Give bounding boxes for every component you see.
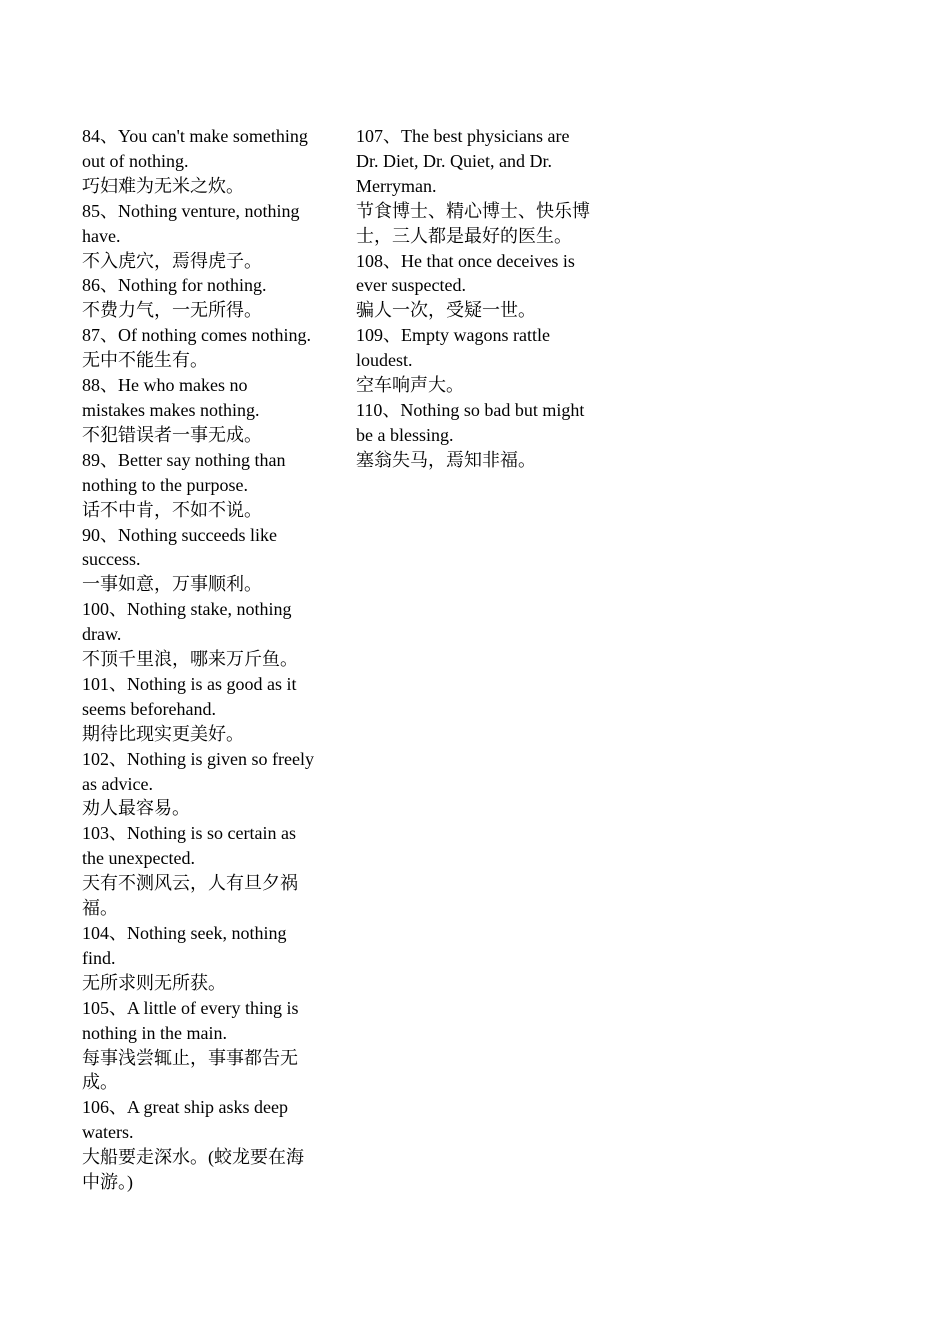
proverb-english-line: success. — [82, 549, 141, 570]
proverb-chinese-line: 节食博士、精心博士、快乐博 — [356, 200, 590, 221]
proverb-english-line: find. — [82, 947, 116, 968]
proverb-english-line: as advice. — [82, 773, 153, 794]
proverb-english-line: 106、A great ship asks deep — [82, 1097, 288, 1118]
right-column — [356, 124, 600, 473]
proverb-entry — [356, 398, 600, 473]
proverb-english-line: have. — [82, 225, 121, 246]
proverb-entry — [356, 323, 600, 398]
proverb-entry — [82, 373, 324, 448]
proverb-english-line: nothing to the purpose. — [82, 474, 248, 495]
proverb-chinese-line: 无中不能生有。 — [82, 350, 208, 371]
proverb-entry — [82, 448, 324, 523]
proverb-english-line: 84、You can't make something — [82, 126, 308, 146]
proverb-english-line: 87、Of nothing comes nothing. — [82, 325, 311, 346]
proverb-chinese-line: 空车响声大。 — [356, 375, 464, 396]
proverb-english-line: 100、Nothing stake, nothing — [82, 599, 292, 620]
proverb-english-line: 103、Nothing is so certain as — [82, 823, 296, 844]
proverb-chinese-line: 骗人一次，受疑一世。 — [356, 300, 536, 321]
proverb-english-line: mistakes makes nothing. — [82, 399, 260, 420]
proverb-english-line: ever suspected. — [356, 275, 466, 296]
proverb-entry — [82, 523, 324, 598]
proverb-chinese-line: 一事如意，万事顺利。 — [82, 574, 262, 595]
proverb-english-line: Dr. Diet, Dr. Quiet, and Dr. — [356, 150, 552, 171]
proverb-english-line: 101、Nothing is as good as it — [82, 673, 297, 694]
proverb-english-line: 85、Nothing venture, nothing — [82, 200, 300, 221]
proverb-entry — [82, 821, 324, 921]
proverb-chinese-line: 无所求则无所获。 — [82, 972, 226, 993]
proverb-english-line: Merryman. — [356, 175, 437, 196]
proverb-entry — [82, 199, 324, 274]
proverb-english-line: 88、He who makes no — [82, 375, 248, 396]
proverb-english-line: draw. — [82, 624, 122, 645]
proverb-english-line: 104、Nothing seek, nothing — [82, 923, 287, 943]
proverb-english-line: the unexpected. — [82, 848, 195, 869]
proverb-english-line: seems beforehand. — [82, 698, 216, 719]
proverb-entry — [82, 672, 324, 747]
proverb-english-line: waters. — [82, 1122, 134, 1143]
proverb-entry — [356, 124, 600, 249]
proverb-chinese-line: 不犯错误者一事无成。 — [82, 424, 262, 445]
proverb-english-line: 102、Nothing is given so freely — [82, 748, 314, 769]
proverb-english-line: 107、The best physicians are — [356, 126, 570, 146]
proverb-chinese-line: 不费力气，一无所得。 — [82, 300, 262, 321]
proverb-english-line: be a blessing. — [356, 424, 454, 445]
proverb-english-line: 108、He that once deceives is — [356, 250, 575, 271]
proverb-entry — [356, 249, 600, 324]
proverb-english-line: out of nothing. — [82, 150, 189, 171]
proverb-entry — [82, 996, 324, 1096]
proverb-english-line: 110、Nothing so bad but might — [356, 399, 585, 420]
proverb-chinese-line: 成。 — [82, 1072, 118, 1093]
proverb-chinese-line: 中游。) — [82, 1172, 133, 1193]
proverb-english-line: loudest. — [356, 350, 413, 371]
proverb-chinese-line: 巧妇难为无米之炊。 — [82, 175, 244, 196]
proverb-entry — [82, 921, 324, 996]
proverb-entry — [82, 323, 324, 373]
proverb-chinese-line: 不入虎穴，焉得虎子。 — [82, 250, 262, 271]
proverb-chinese-line: 不顶千里浪，哪来万斤鱼。 — [82, 649, 298, 670]
proverb-chinese-line: 天有不测风云，人有旦夕祸 — [82, 873, 298, 894]
proverb-entry — [82, 273, 324, 323]
proverb-entry — [82, 124, 324, 199]
proverb-english-line: 90、Nothing succeeds like — [82, 524, 277, 545]
proverb-chinese-line: 福。 — [82, 898, 118, 919]
proverb-entry — [82, 597, 324, 672]
left-column — [82, 124, 324, 1195]
proverb-english-line: 89、Better say nothing than — [82, 449, 286, 470]
proverb-entry — [82, 1095, 324, 1195]
proverb-english-line: nothing in the main. — [82, 1022, 227, 1043]
proverb-chinese-line: 大船要走深水。(蛟龙要在海 — [82, 1147, 304, 1168]
proverb-chinese-line: 塞翁失马，焉知非福。 — [356, 449, 536, 470]
proverb-chinese-line: 士，三人都是最好的医生。 — [356, 225, 572, 246]
proverb-english-line: 109、Empty wagons rattle — [356, 325, 550, 346]
proverb-chinese-line: 话不中肯，不如不说。 — [82, 499, 262, 520]
proverb-chinese-line: 期待比现实更美好。 — [82, 723, 244, 744]
proverb-chinese-line: 每事浅尝辄止，事事都告无 — [82, 1047, 298, 1068]
proverb-english-line: 105、A little of every thing is — [82, 997, 299, 1018]
proverb-english-line: 86、Nothing for nothing. — [82, 275, 267, 296]
proverb-entry — [82, 747, 324, 822]
proverb-chinese-line: 劝人最容易。 — [82, 798, 190, 819]
